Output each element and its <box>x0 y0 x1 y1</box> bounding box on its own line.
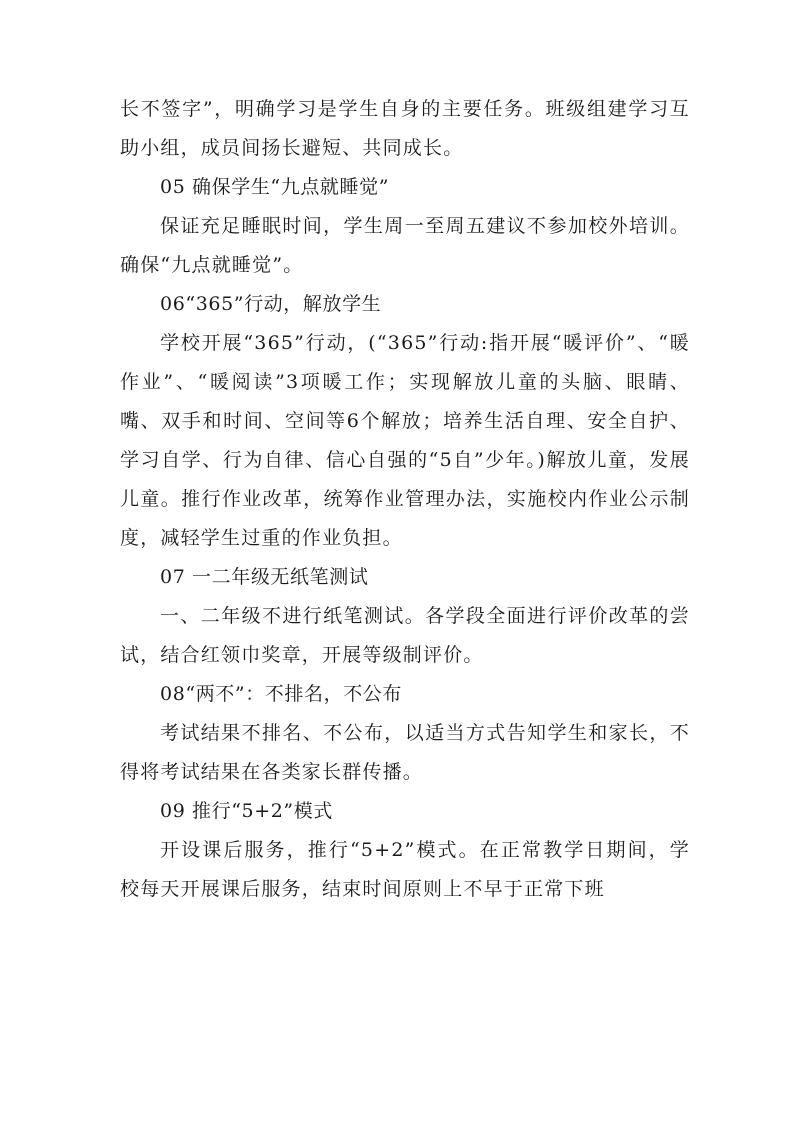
section-heading-06: 06“365”行动，解放学生 <box>160 293 382 315</box>
paragraph-no-paper-test: 一、二年级不进行纸笔测试。各学段全面进行评价改革的尝试，结合红领巾奖章，开展等级制评价。 <box>120 605 690 666</box>
paragraph-continuation: 长不签字”，明确学习是学生自身的主要任务。班级组建学习互助小组，成员间扬长避短、共同成长。 <box>120 98 690 159</box>
paragraph-after-school: 开设课后服务，推行“5+2”模式。在正常教学日期间，学校每天开展课后服务，结束时间原则上不早于正常下班 <box>120 839 690 900</box>
paragraph-sleep: 保证充足睡眠时间，学生周一至周五建议不参加校外培训。确保“九点就睡觉”。 <box>120 215 690 276</box>
section-heading-05: 05 确保学生“九点就睡觉” <box>160 176 390 198</box>
section-heading-08: 08“两不”：不排名，不公布 <box>160 683 403 705</box>
paragraph-no-ranking: 考试结果不排名、不公布，以适当方式告知学生和家长，不得将考试结果在各类家长群传播。 <box>120 722 690 783</box>
section-heading-09: 09 推行“5+2”模式 <box>160 800 333 822</box>
section-heading-07: 07 一二年级无纸笔测试 <box>160 566 369 588</box>
document-page <box>120 90 690 909</box>
paragraph-365-action: 学校开展“365”行动，(“365”行动:指开展“暖评价”、“暖作业”、“暖阅读”3项暖工作；实现解放儿童的头脑、眼睛、嘴、双手和时间、空间等6个解放；培养生活自理、安全自护、学习自学、行为自律、信心自强的“5自”少年。)解放儿童，发展儿童。推行作业改革，统筹作业管理办法，实施校内作业公示制度，减轻学生过重的作业负担。 <box>120 332 690 549</box>
